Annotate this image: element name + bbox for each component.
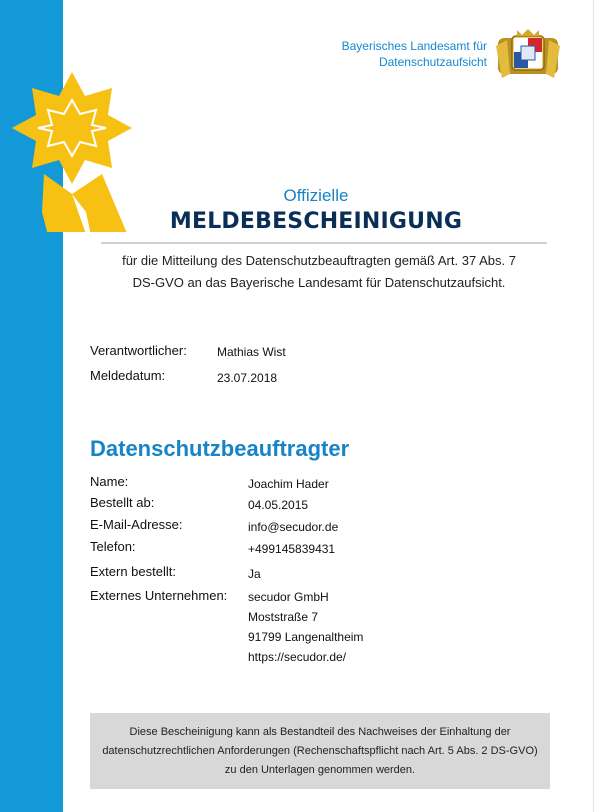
dpo-section-title: Datenschutzbeauftragter: [90, 436, 350, 461]
authority-header: [342, 28, 562, 80]
appointed-from-label: Bestellt ab:: [90, 495, 155, 510]
company-name: secudor GmbH: [248, 590, 329, 604]
certificate-intro-line-1: für die Mitteilung des Datenschutzbeauftragten gemäß Art. 37 Abs. 7: [122, 253, 516, 268]
certificate-title: MELDEBESCHEINIGUNG: [169, 209, 463, 234]
email-label: E-Mail-Adresse:: [90, 517, 183, 532]
dpo-name-value: Joachim Hader: [248, 477, 329, 491]
dpo-name-label: Name:: [90, 474, 129, 489]
report-date-value: 23.07.2018: [217, 371, 278, 385]
company-street: Moststraße 7: [248, 610, 319, 624]
authority-name-line-1: Bayerisches Landesamt für: [341, 39, 487, 53]
external-company-details: [248, 587, 363, 667]
external-appointed-value: Ja: [248, 567, 261, 581]
report-date-label: Meldedatum:: [90, 368, 166, 383]
certificate-intro: [96, 250, 542, 294]
appointed-from-value: 04.05.2015: [248, 498, 309, 512]
footer-note-line-1: Diese Bescheinigung kann als Bestandteil des Nachweises der Einhaltung der: [129, 726, 511, 738]
authority-name-line-2: Datenschutzaufsicht: [378, 55, 487, 69]
authority-name: [342, 38, 487, 70]
phone-label: Telefon:: [90, 539, 136, 554]
external-appointed-label: Extern bestellt:: [90, 564, 176, 579]
responsible-value: Mathias Wist: [217, 345, 286, 359]
footer-note: [90, 713, 550, 789]
certificate-subtitle: Offizielle: [283, 186, 349, 205]
phone-value: +499145839431: [248, 542, 336, 556]
company-city: 91799 Langenaltheim: [248, 630, 364, 644]
bavarian-coat-of-arms-icon: [494, 28, 562, 80]
external-company-label: Externes Unternehmen:: [90, 588, 228, 603]
email-value: info@secudor.de: [248, 520, 339, 534]
footer-note-line-2: datenschutzrechtlichen Anforderungen (Rechenschaftspflicht nach Art. 5 Abs. 2 DS-GVO): [102, 745, 538, 757]
footer-note-line-3: zu den Unterlagen genommen werden.: [224, 764, 416, 776]
title-divider: [101, 242, 547, 244]
certificate-intro-line-2: DS-GVO an das Bayerische Landesamt für Datenschutzaufsicht.: [132, 275, 506, 290]
company-website: https://secudor.de/: [248, 650, 347, 664]
responsible-label: Verantwortlicher:: [90, 343, 187, 358]
